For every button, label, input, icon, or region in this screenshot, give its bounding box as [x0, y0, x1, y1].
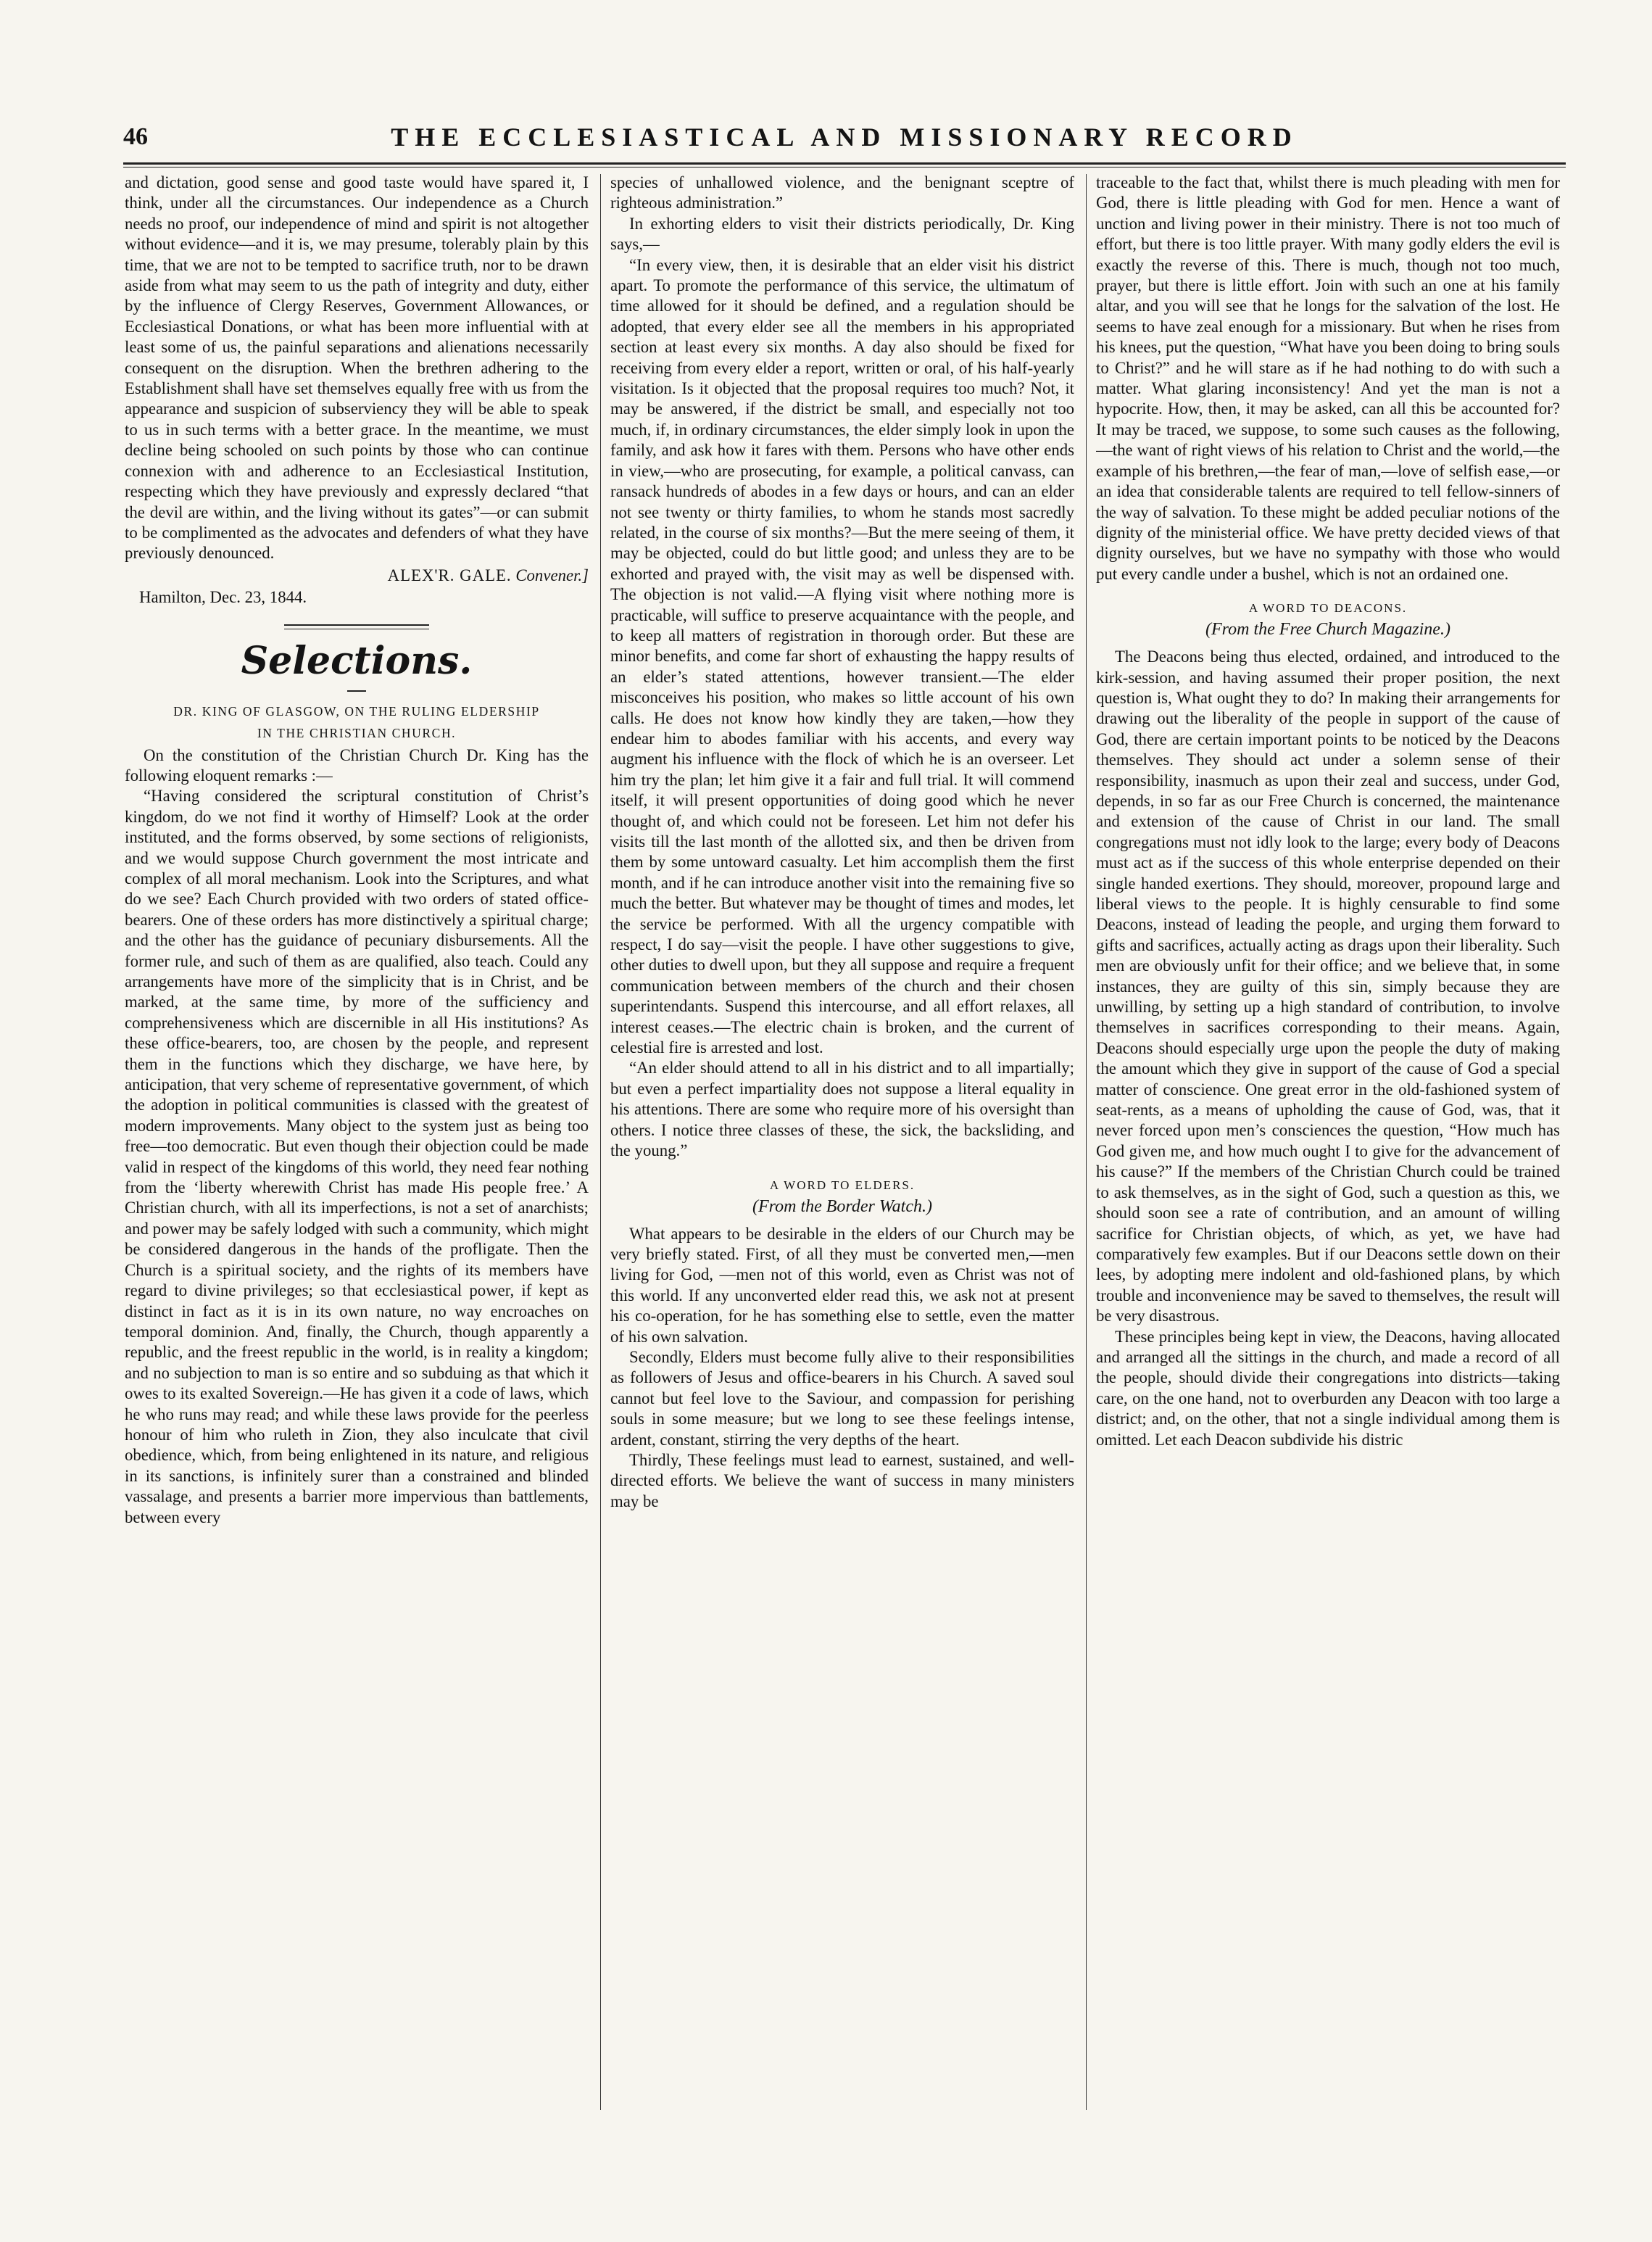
article-paragraph: In exhorting elders to visit their districts periodically, Dr. King says,— — [610, 214, 1074, 254]
dateline: Hamilton, Dec. 23, 1844. — [139, 588, 307, 607]
article-paragraph: The Deacons being thus elected, ordained, and introduced to the kirk-session, and having assumed their proper position, the next question is, What ought they to do? In making their arrangements for drawing out the liberality of the people in support of the cause of God, there are certain important points to be noticed by the Deacons themselves. They should act under a solemn sense of their responsibility, inasmuch as upon their zeal and success, under God, depends, in so far as our Free Church is concerned, the maintenance and extension of the cause of Christ in our land. The small congregations must not idly look to the large; every body of Deacons must act as if the success of this whole enterprise depended on their single handed exertions. They should, moreover, propound large and liberal views to the people. It is highly censurable to find some Deacons, instead of leading the people, and urging them forward to gifts and sacrifices, actually acting as drags upon their liberality. Such men are obviously unfit for their office; and we believe that, in some instances, they are guilty of this sin, simply because they are unwilling, by setting up a high standard of contribution, to involve themselves in sacrifices corresponding to their means. Again, Deacons should especially urge upon the people the duty of making the amount which they give in support of the cause of God a special matter of conscience. One great error in the old-fashioned system of seat-rents, as a means of upholding the cause of God, was, that it never forced upon men’s consciences the question, “How much has God given me, and how much ought I to give for the advancement of his cause?” If the members of the Christian Church could be trained to ask themselves, as in the sight of God, such a question as this, we should soon see a rate of contribution, and an amount of willing sacrifice for Christian objects, of which, as yet, we have had comparatively few examples. But if our Deacons settle down on their lees, by adopting mere indolent and old-fashioned plans, by which trouble and inconvenience may be saved to themselves, the result will be very disastrous. — [1096, 648, 1560, 1325]
article-paragraph: Thirdly, These feelings must lead to earnest, sustained, and well-directed efforts. We believe the want of success in many ministers may be — [610, 1450, 1074, 1510]
article-paragraph: Secondly, Elders must become fully alive to their responsibilities as followers of Jesus and office-bearers in his Church. A saved soul cannot but feel love to the Saviour, and compassion for perishing souls in some measure; but we long to see these feelings intense, ardent, constant, stirring the very depths of the heart. — [610, 1347, 1074, 1449]
section-dash — [347, 690, 366, 692]
column-right — [1096, 173, 1560, 2116]
column-left — [125, 173, 589, 2116]
article-paragraph: “An elder should attend to all in his district and to all impartially; but even a perfect impartiality does not suppose a literal equality in his attentions. There are some who require more of his oversight than others. I notice three classes of these, the sick, the backsliding, and the young.” — [610, 1059, 1074, 1160]
column-divider — [1086, 174, 1087, 2110]
running-title: THE ECCLESIASTICAL AND MISSIONARY RECORD — [391, 123, 1298, 152]
article-paragraph: These principles being kept in view, the Deacons, having allocated and arranged all the sittings in the church, and made a record of all the people, should divide their congregations into districts—taking care, on the one hand, not to overburden any Deacon with too large a district; and, on the other, that not a single individual among them is omitted. Let each Deacon subdivide his distric — [1096, 1327, 1560, 1449]
article-paragraph: species of unhallowed violence, and the benignant sceptre of righteous administration.” — [610, 173, 1074, 212]
column-middle — [610, 173, 1074, 2116]
page-header — [123, 122, 1566, 160]
article-heading: DR. KING OF GLASGOW, ON THE RULING ELDERSHIP — [173, 703, 540, 719]
article-paragraph: “Having considered the scriptural constitution of Christ’s kingdom, do we not find it worthy of Himself? Look at the order instituted, and the forms observed, by some sections of religionists, and we would suppose Church government the most intricate and complex of all moral mechanism. Look into the Scriptures, and what do we see? Each Church provided with two orders of stated office-bearers. One of these orders has more distinctively a spiritual charge; and the other has the guidance of pecuniary disbursements. All the former rule, and such of them as are qualified, also teach. Could any arrangements have more of the simplicity that is in Christ, and be marked, at the same time, by more of the sufficiency and comprehensiveness which are discernible in all His institutions? As these office-bearers, too, are chosen by the people, and represent them in the functions which they discharge, we have here, by anticipation, that very scheme of representative government, of which the adoption in political communities is classed with the greatest of modern improvements. Many object to the system just as being too free—too democratic. But even though their objection could be made valid in respect of the kingdoms of this world, they need fear nothing from the ‘liberty wherewith Christ has made His people free.’ A Christian church, with all its imperfections, is not a set of anarchists; and power may be safely lodged with such a community, which might be considered dangerous in the hands of the profligate. Then the Church is a spiritual society, and the rights of its members have regard to divine privileges; so that ecclesiastical power, if kept as distinct in fact as it is in its own nature, no way encroaches on temporal dominion. And, finally, the Church, though apparently a republic, and the freest republic in the world, is in reality a kingdom; and no subjection to man is so entire and so subduing as that which it owes to its exalted Sovereign.—He has given it a code of laws, which he who runs may read; and while these laws provide for the peerless honour of him who ruleth in Zion, they also inculcate that civil obedience, which, from being enlightened in its nature, and religious in its sanctions, is infinitely surer than a constrained and blinded vassalage, and presents a barrier more impervious than battlements, between every — [125, 787, 589, 1526]
column-divider — [600, 174, 601, 2110]
section-title: Selections. — [241, 638, 473, 683]
article-heading: A WORD TO ELDERS. — [769, 1178, 916, 1192]
article-source: (From the Border Watch.) — [752, 1196, 932, 1216]
signature-name: ALEX'R. GALE. — [387, 566, 512, 584]
article-subheading: IN THE CHRISTIAN CHURCH. — [257, 725, 457, 740]
header-rule — [123, 162, 1566, 167]
signature — [125, 566, 589, 586]
section-rule — [284, 624, 429, 626]
signature-role: Convener.] — [515, 566, 589, 584]
page-number: 46 — [123, 123, 148, 150]
article-source: (From the Free Church Magazine.) — [1205, 620, 1450, 640]
letter-conclusion-paragraph: and dictation, good sense and good taste would have spared it, I think, under all the circumstances. Our independence as a Church needs no proof, our independence of mind and spirit is not altogether without evidence—and it is, we may presume, tolerably plain by this time, that we are not to be tempted to sacrifice truth, nor to be drawn aside from what may seem to us the path of integrity and duty, either by the influence of Clergy Reserves, Government Allowances, or Ecclesiastical Donations, or what has been more influential with at least some of us, the painful separations and alienations necessarily consequent on the disruption. When the brethren adhering to the Establishment shall have set themselves equally free with us from the appearance and suspicion of subserviency they will be able to speak to us in such terms with a better grace. In the meantime, we must decline being schooled on such points by those who can continue connexion with and adherence to an Ecclesiastical Institution, respecting which they have previously and expressly declared “that the devil are within, and the living without its gates”—or can submit to be complimented as the advocates and defenders of what they have previously denounced. — [125, 173, 589, 563]
article-paragraph: On the constitution of the Christian Church Dr. King has the following eloquent remarks :— — [125, 745, 589, 785]
article-paragraph: “In every view, then, it is desirable that an elder visit his district apart. To promote the performance of this service, the ultimatum of time allowed for it should be defined, and a regulation should be adopted, that every elder see all the members in his appropriated section at least every six months. A day also should be fixed for receiving from every elder a report, written or oral, of his half-yearly visitation. Is it objected that the proposal requires too much? Not, it may be answered, if the district be small, and especially not too much, if, in ordinary circumstances, the elder simply look in upon the family, and ask how it fares with them. Persons who have other ends in view,—who are prosecuting, for example, a political canvass, can ransack hundreds of abodes in a few days or hours, and can an elder not see twenty or thirty families, to whom he stands most sacredly related, in the course of six months?—But the mere seeing of them, it may be objected, could do but little good; and unless they are to be exhorted and prayed with, the visit may as well be dispensed with. The objection is not valid.—A flying visit where nothing more is practicable, will suffice to preserve acquaintance with the people, and to keep all matters of registration in thorough order. But these are minor benefits, and come far short of exhausting the happy results of an elder’s stated attentions, however transient.—The elder misconceives his position, who makes so little account of his own calls. He does not know how kindly they are taken,—how they endear him to abodes familiar with his accents, and every way augment his influence with the flock of which he is an overseer. Let him try the plan; let him give it a fair and full trial. It will commend itself, it will present opportunities of doing good which he never thought of, and which could not be foreseen. Let him not defer his visits till the last month of the allotted six, and then be driven from them by some untoward casualty. Let him accomplish them the first month, and if he can introduce another visit into the remaining five so much the better. But whatever may be thought of times and modes, let the service be performed. With all the urgency compatible with respect, I do say—visit the people. I have other suggestions to give, other duties to dwell upon, but they all suppose and require a frequent communication between members of the church and their chosen superintendants. Suspend this intercourse, and all effort relaxes, all interest ceases.—The electric chain is broken, and the current of celestial fire is arrested and lost. — [610, 255, 1074, 1057]
article-paragraph: traceable to the fact that, whilst there is much pleading with men for God, there is little pleading with God for men. Hence a want of unction and living power in their ministry. There is not too much of effort, but there is too little prayer. With many godly elders the evil is exactly the reverse of this. There is much, though not too much, prayer, but there is little effort. Join with such an one at his family altar, and you will see that he longs for the salvation of the lost. He seems to have zeal enough for a missionary. But when he rises from his knees, put the question, “What have you been doing to bring souls to Christ?” and he will stare as if he had nothing to do with such a matter. What glaring inconsistency! And yet the man is not a hypocrite. How, then, it may be asked, can all this be accounted for? It may be traced, we suppose, to some such causes as the following,—the want of right views of his relation to Christ and the world,—the example of his brethren,—the fear of man,—love of selfish ease,—or an idea that considerable talents are required to tell fellow-sinners of the way of salvation. To these might be added peculiar notions of the dignity of the ministerial office. We have pretty decided views of that dignity ourselves, but we have no sympathy with those who would put every candle under a bushel, which is not an ordained one. — [1096, 173, 1560, 583]
article-heading: A WORD TO DEACONS. — [1248, 601, 1408, 616]
article-paragraph: What appears to be desirable in the elders of our Church may be very briefly stated. First, of all they must be converted men,—men living for God, —men not of this world, even as Christ was not of this world. If any unconverted elder read this, we ask not at present his co-operation, for he has something else to settle, even the matter of his own salvation. — [610, 1224, 1074, 1346]
